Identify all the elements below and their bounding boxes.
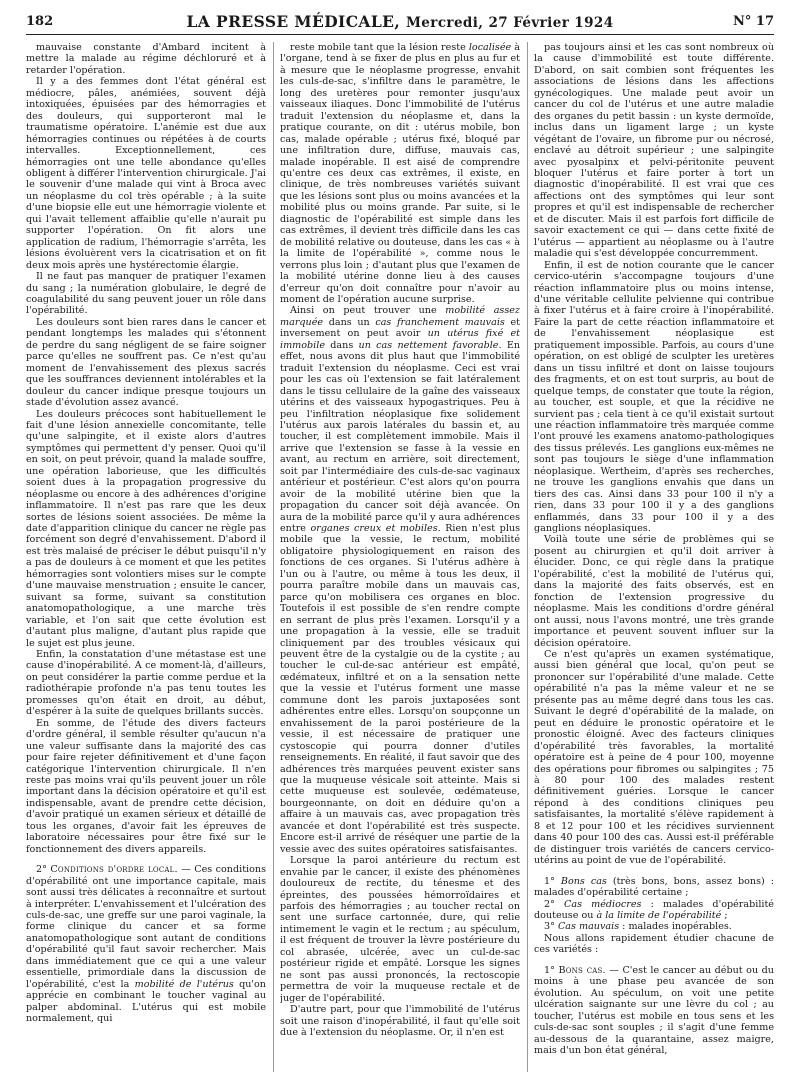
text-run: 1° bbox=[544, 964, 559, 976]
paragraph bbox=[26, 76, 266, 271]
text-run: Les douleurs sont bien rares dans le cancer et pendant longtemps les malades qui s'étonnent de perdre du sang négligent de se faire soigner parce qu'elles ne souffrent pas. Ce n'est qu'au moment de l'envahissement des plexus sacrés que les souffrances deviennent intolérables et la douleur du cancer indique presque toujours un stade d'évolution assez avancé. bbox=[26, 316, 266, 409]
italic-run: Cas médiocres bbox=[564, 898, 642, 910]
text-run: qu'on apprécie en combinant le toucher vaginal au palper abdominal. L'utérus qui est mobile normalement, qui bbox=[26, 978, 266, 1025]
column-divider bbox=[273, 42, 274, 1072]
text-run: 2° bbox=[544, 898, 565, 910]
text-column-1 bbox=[26, 42, 266, 1072]
issue-date: Mercredi, 27 Février 1924 bbox=[405, 15, 614, 31]
paragraph bbox=[534, 933, 774, 956]
column-divider bbox=[527, 42, 528, 1072]
paragraph bbox=[534, 965, 774, 1057]
paragraph bbox=[26, 42, 266, 76]
text-run: Enfin, la constatation d'une métastase est une cause d'inopérabilité. A ce moment-là, d'ailleurs, on peut considérer la partie comme perdue et la radiothérapie profonde n'a pas tenu toutes les promesses qu'on était en droit, au début, d'espérer à la suite de quelques brillants succès. bbox=[26, 649, 266, 718]
page-number: 182 bbox=[26, 14, 54, 29]
paragraph bbox=[26, 271, 266, 317]
text-run: Ce n'est qu'après un examen systématique, aussi bien général que local, qu'on peut se prononcer sur l'opérabilité d'une malade. Cette opérabilité n'a pas la même valeur et ne se présente pas au même degré dans tous les cas. Suivant le degré d'opérabilité de la malade, on peut en déduire le pronostic opératoire et le pronostic éloigné. Avec des facteurs cliniques d'opérabilité très favorables, la mortalité opératoire est à peine de 4 pour 100, moyenne des opérations pour fibromes ou salpingites ; 75 à 80 pour 100 des malades restent définitivement guéries. Lorsque le cancer répond à des conditions cliniques peu satisfaisantes, la mortalité s'élève rapidement à 8 et 12 pour 100 et les récidives surviennent dans 40 pour 100 des cas. Aussi est-il préférable de distinguer trois variétés de cancers cervico-utérins au point de vue de l'opérabilité. bbox=[534, 649, 774, 867]
text-column-3 bbox=[534, 42, 774, 1072]
text-run: 2° bbox=[36, 864, 51, 876]
italic-run: un cas nettement favorable bbox=[358, 339, 499, 351]
text-run: pas toujours ainsi et les cas sont nombreux où la cause d'immobilité est toute différente. D'abord, on sait combien sont fréquentes les associations de lésions dans les affections gynécologiques. Une malade peut avoir un cancer du col de l'utérus et une autre maladie des organes du petit bassin : un kyste dermoïde, inclus dans un ligament large ; un kyste végétant de l'ovaire, un fibrome pur ou nécrosé, enclavé au détroit supérieur ; une salpingite avec pyosalpinx et pelvi-péritonite peuvent bloquer l'utérus et faire porter à tort un diagnostic d'inopérabilité. Il est vrai que ces affections ont des symptômes qui leur sont propres et qu'il est indispensable de rechercher et de discuter. Mais il est parfois fort difficile de savoir exactement ce qui — dans cette fixité de l'utérus — appartient au néoplasme ou à l'autre maladie qui s'est développée concurremment. bbox=[534, 42, 774, 260]
italic-run: Cas mauvais bbox=[557, 921, 620, 933]
italic-run: cas franchement mauvais bbox=[375, 316, 505, 328]
text-run: Il y a des femmes dont l'état général est médiocre, pâles, anémiées, souvent déjà intoxiquées, épuisées par des hémorragies et des douleurs, qui supporteront mal le traumatisme opératoire. L'anémie est due aux hémorragies continues ou répétées à de courts intervalles. Exceptionnellement, ces hémorragies ont une telle abondance qu'elles obligent à différer l'intervention chirurgicale. J'ai le souvenir d'une malade qui vint à Broca avec un néoplasme du col très opérable ; à la suite d'une biopsie elle eut une hémorragie violente et qui l'avait tellement affaiblie qu'elle n'aurait pu supporter l'opération. On fit alors une application de radium, l'hémorragie s'arrêta, les lésions évoluèrent vers la cicatrisation et on fit deux mois après une hystérectomie élargie. bbox=[26, 76, 266, 271]
issue-number: N° 17 bbox=[733, 14, 774, 29]
page-header bbox=[26, 12, 774, 35]
text-run: Ainsi on peut trouver une bbox=[290, 305, 446, 317]
italic-run: un utérus fixé et immobile bbox=[280, 328, 520, 351]
text-run: 3° bbox=[544, 921, 558, 933]
paragraph bbox=[280, 305, 520, 855]
text-run: En somme, de l'étude des divers facteurs d'ordre général, il semble résulter qu'aucun n'a une valeur suffisante dans la majorité des cas pour faire rejeter définitivement et d'une façon catégorique l'intervention chirurgicale. Il n'en reste pas moins vrai qu'ils peuvent jouer un rôle important dans la décision opératoire et qu'il est indispensable, avant de prendre cette décision, d'avoir pratiqué un examen sérieux et détaillé de tous les organes, d'avoir fait les épreuves de laboratoire nécessaires pour être fixé sur le fonctionnement des divers appareils. bbox=[26, 717, 266, 855]
text-run: Il ne faut pas manquer de pratiquer l'examen du sang ; la numération globulaire, le degré de coagulabilité du sang peuvent jouer un rôle dans l'opérabilité. bbox=[26, 271, 266, 317]
text-run: mauvaise constante d'Ambard incitent à mettre la malade au régime déchloruré et à retarder l'opération. bbox=[26, 42, 266, 76]
paragraph bbox=[26, 409, 266, 650]
paragraph bbox=[280, 855, 520, 1004]
text-run: . Rien n'est plus mobile que la vessie, le rectum, mobilité obligatoire physiologiquement en raison des fonctions de ces organes. Si l'utérus adhère à l'un ou à l'autre, ou même à tous les deux, il pourra paraître mobile dans un mauvais cas, parce qu'on mobilisera ces organes en bloc. Toutefois il est possible de s'en rendre compte en serrant de plus près l'examen. Lorsqu'il y a une propagation à la vessie, elle se traduit cliniquement par des troubles vésicaux qui peuvent être de la cystalgie ou de la cystite ; au toucher le cul-de-sac antérieur est empâté, œdémateux, infiltré et on a la sensation nette que la vessie et l'utérus forment une masse commune dont les parois juxtaposées sont adhérentes entre elles. Lorsqu'on soupçonne un envahissement de la paroi postérieure de la vessie, il est nécessaire de pratiquer une cystoscopie qui pourra donner d'utiles renseignements. En réalité, il faut savoir que des adhérences très marquées peuvent exister sans que la muqueuse vésicale soit atteinte. Mais si cette muqueuse est soulevée, œdémateuse, bourgeonnante, on doit en déduire qu'on a affaire à un mauvais cas, avec propagation très avancée et dont l'opérabilité est très suspecte. Encore est-il arrivé de réséquer une partie de la vessie avec des suites opératoires satisfaisantes. bbox=[280, 523, 520, 855]
italic-run: à la limite de l'opérabilité bbox=[596, 909, 722, 921]
paragraph bbox=[534, 921, 774, 932]
italic-run: localisée bbox=[468, 42, 512, 53]
text-run: Lorsque la paroi antérieure du rectum est envahie par le cancer, il existe des phénomènes douloureux de rectite, du ténesme et des épreintes, des poussées hémorroïdaires et parfois des hémorragies ; au toucher rectal on sent une surface cartonnée, dure, qui relie intimement le vagin et le rectum ; au spéculum, il est fréquent de trouver la lèvre postérieure du col abrasée, ulcérée, avec un cul-de-sac postérieur rigide et empâté. Lorsque les signes ne sont pas aussi prononcés, la rectoscopie permettra de voir la muqueuse rectale et de juger de l'opérabilité. bbox=[280, 855, 520, 1004]
italic-run: mobilité assez marquée bbox=[280, 305, 520, 328]
italic-run: mobilité de l'utérus bbox=[134, 978, 234, 990]
text-run: dans un bbox=[323, 316, 376, 328]
paragraph bbox=[534, 534, 774, 649]
paragraph bbox=[534, 649, 774, 867]
text-run: dans bbox=[325, 339, 359, 351]
text-run: . En effet, nous avons dit plus haut que l'immobilité traduit l'extension du néoplasme. Ceci est vrai pour les cas où l'extension se fait latéralement dans le tissu cellulaire de la gaîne des vaisseaux utérins et des vaisseaux hypogastriques. Peu à peu l'infiltration néoplasique fixe solidement l'utérus aux parois latérales du bassin et, au toucher, il est complètement immobile. Mais il arrive que l'extension se fasse à la vessie en avant, au rectum en arrière, soit directement, soit par l'intermédiaire des culs-de-sac vaginaux antérieur et postérieur. C'est alors qu'on pourra avoir de la mobilité utérine bien que la propagation du cancer soit déjà avancée. On aura de la mobilité parce qu'il y aura adhérences entre bbox=[280, 339, 520, 535]
paragraph bbox=[280, 42, 520, 305]
paragraph bbox=[534, 42, 774, 260]
text-run: : malades d'opérabilité douteuse ou bbox=[534, 898, 774, 921]
text-run: — C'est le cancer au début ou du moins à une phase peu avancée de son évolution. Au spéculum, on voit une petite ulcération saignante sur une lèvre du col ; au toucher, l'utérus est mobile en tous sens et les culs-de-sac sont souples ; il s'agit d'une femme au-dessous de la quarantaine, assez maigre, mais d'un bon état général, bbox=[534, 964, 774, 1056]
text-run: Nous allons rapidement étudier chacune de ces variétés : bbox=[534, 932, 774, 956]
text-run: D'autre part, pour que l'immobilité de l'utérus soit une raison d'inopérabilité, il faut qu'elle soit due à l'extension du néoplasme. Or, il n'en est bbox=[280, 1004, 520, 1038]
article-columns bbox=[26, 42, 774, 1072]
text-run: Les douleurs précoces sont habituellement le fait d'une lésion annexielle concomitante, telle qu'une salpingite, et il existe alors d'autres symptômes qui permettent d'y penser. Quoi qu'il en soit, on peut prévoir, quand la malade souffre, une opération laborieuse, que les difficultés soient dues à la propagation progressive du néoplasme ou encore à des adhérences d'origine inflammatoire. Il n'est pas rare que les deux sortes de lésions soient associées. De même la date d'apparition clinique du cancer ne règle pas forcément son degré d'envahissement. D'abord il est très malaisé de préciser le début puisqu'il n'y a pas de douleurs à ce moment et que les petites hémorragies sont volontiers mises sur le compte d'une mauvaise menstruation ; ensuite le cancer, suivant sa forme, suivant sa constitution anatomopathologique, a une marche très variable, et l'on sait que cette évolution est d'autant plus maligne, d'autant plus rapide que le sujet est plus jeune. bbox=[26, 408, 266, 649]
journal-name: LA PRESSE MÉDICALE, bbox=[186, 12, 401, 31]
paragraph bbox=[280, 1004, 520, 1038]
paragraph bbox=[26, 649, 266, 718]
text-run: et inversement on peut avoir bbox=[280, 316, 520, 340]
paragraph bbox=[534, 260, 774, 535]
paragraph bbox=[26, 317, 266, 409]
italic-run: Bons cas bbox=[560, 875, 607, 887]
text-run: Voilà toute une série de problèmes qui se posent au chirurgien et qu'il doit arriver à élucider. Donc, ce qui règle dans la pratique l'opérabilité, c'est la mobilité de l'utérus qui, dans la majorité des faits observés, est en fonction de l'extension progressive du néoplasme. Mais les conditions d'ordre général ont aussi, nous l'avons montré, une très grande importance et peuvent souvent influer sur la décision opératoire. bbox=[534, 534, 774, 649]
small-caps-run: Conditions d'ordre local. bbox=[50, 864, 178, 876]
italic-run: organes creux et mobiles bbox=[310, 523, 438, 535]
text-run: (très bons, bons, assez bons) : malades d'opérabilité certaine ; bbox=[534, 875, 774, 899]
small-caps-run: Bons cas. bbox=[558, 964, 606, 976]
text-run: ; bbox=[721, 909, 728, 921]
text-run: 1° bbox=[544, 875, 561, 887]
text-run: Enfin, il est de notion courante que le cancer cervico-utérin s'accompagne toujours d'une réaction inflammatoire plus ou moins intense, d'une véritable cellulite pelvienne qui contribue à fixer l'utérus et à faire croire à l'inopérabilité. Faire la part de cette réaction inflammatoire et de l'envahissement néoplasique est pratiquement impossible. Parfois, au cours d'une opération, on est obligé de sculpter les uretères dans un tissu infiltré et dont on laisse toujours des fragments, et on est tout surpris, au bout de quelque temps, de constater que toute la région, au toucher, est souple, et que la récidive ne survient pas ; cela tient à ce qu'il existait surtout une réaction inflammatoire très marquée comme l'ont prouvé les examens anatomo-pathologiques des tissus prélevés. Les ganglions eux-mêmes ne sont pas toujours le siège d'une inflammation néoplasique. Wertheim, d'après ses recherches, ne trouve les ganglions envahis que dans un tiers des cas. Ainsi dans 33 pour 100 il n'y a rien, dans 33 pour 100 il y a des ganglions enflammés, dans 33 pour 100 il y a des ganglions néoplasiques. bbox=[534, 259, 774, 535]
paragraph bbox=[534, 876, 774, 899]
text-run: reste mobile tant que la lésion reste bbox=[290, 42, 469, 53]
text-column-2 bbox=[280, 42, 520, 1072]
paragraph bbox=[26, 864, 266, 1024]
text-run: à l'organe, tend à se fixer de plus en plus au fur et à mesure que le néoplasme progresse, envahit les culs-de-sac, s'infiltre dans le paramètre, le long des uretères pour remonter jusqu'aux vaisseaux iliaques. Donc l'immobilité de l'utérus traduit l'extension du néoplasme et, dans la pratique courante, on dit : utérus mobile, bon cas, malade opérable ; utérus fixé, bloqué par une infiltration dure, diffuse, mauvais cas, malade inopérable. Il est aisé de comprendre qu'entre ces deux cas extrêmes, il existe, en clinique, de très nombreuses variétés suivant que les lésions sont plus ou moins avancées et la mobilité plus ou moins grande. Par suite, si le diagnostic de l'opérabilité est simple dans les cas extrêmes, il devient très difficile dans les cas de mobilité relative ou douteuse, dans les cas « à la limite de l'opérabilité », comme nous le verrons plus loin ; d'autant plus que l'examen de la mobilité utérine donne lieu à des causes d'erreur qu'on doit connaître pour n'avoir au moment de l'opération aucune surprise. bbox=[280, 42, 520, 305]
text-run: : malades inopérables. bbox=[619, 921, 732, 933]
journal-title bbox=[26, 12, 774, 31]
text-run: — Ces conditions d'opérabilité ont une importance capitale, mais sont aussi très délicates à reconnaître et surtout à interpréter. L'envahissement et l'ulcération des culs-de-sac, une greffe sur une paroi vaginale, la forme clinique du cancer et sa forme anatomopathologique sont autant de conditions d'opérabilité qu'il faut savoir rechercher. Mais dans immédiatement que ce qui a une valeur essentielle, primordiale dans la discussion de l'opérabilité, c'est la bbox=[26, 864, 266, 990]
paragraph bbox=[26, 718, 266, 855]
paragraph bbox=[534, 899, 774, 922]
